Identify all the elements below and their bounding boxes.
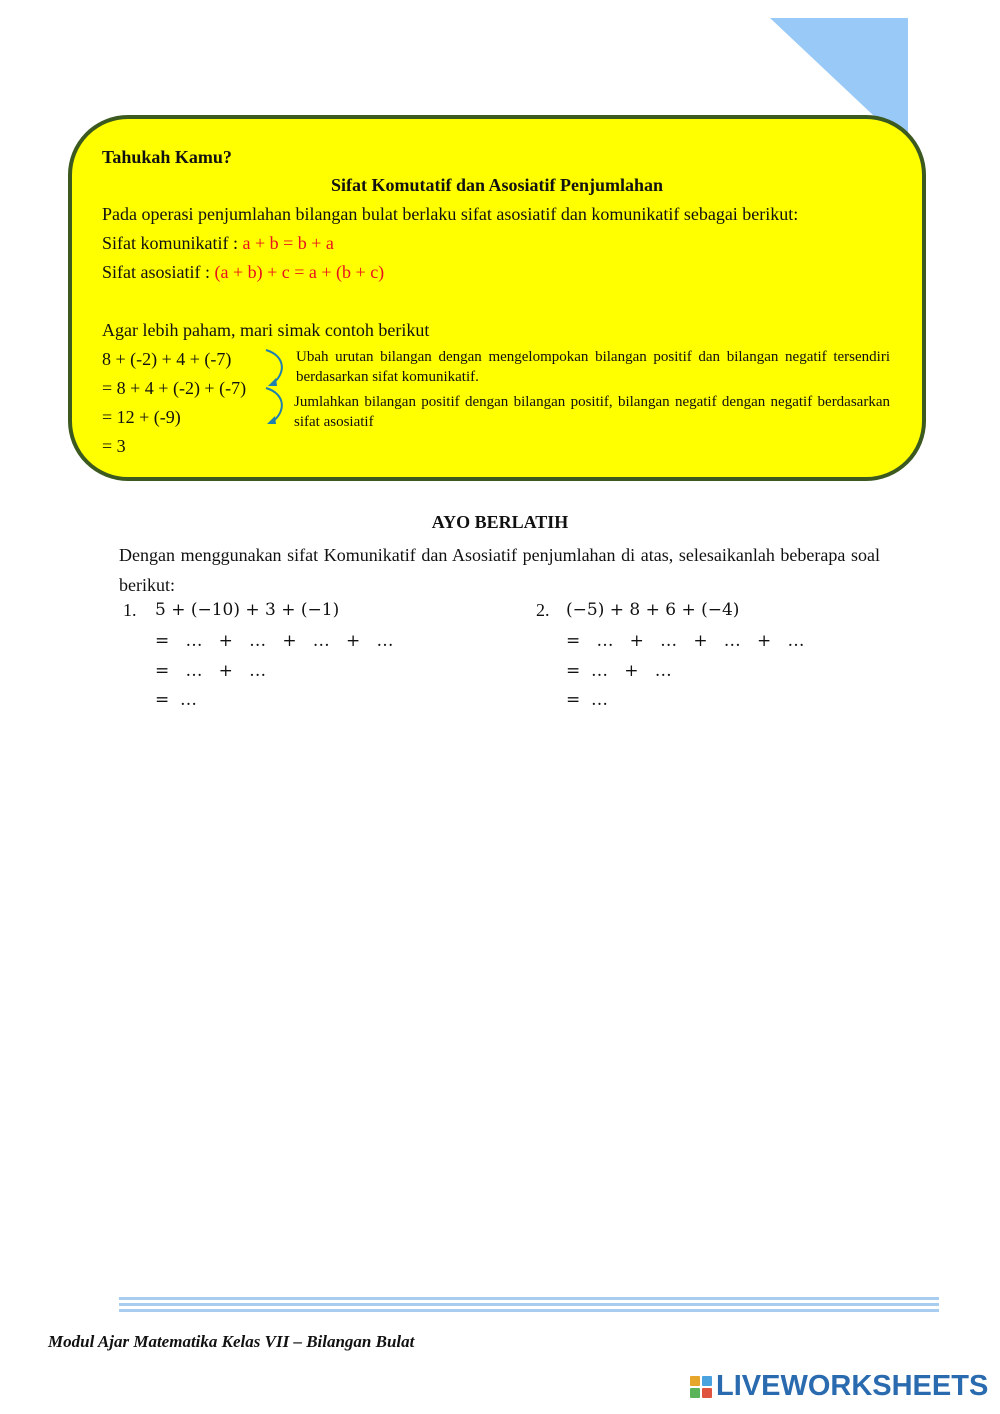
answer-line[interactable]: = … + … bbox=[155, 661, 267, 681]
answer-line[interactable]: = … + … + … + … bbox=[566, 631, 805, 651]
answer-line[interactable]: = … bbox=[566, 690, 609, 710]
asosiatif-line bbox=[102, 261, 384, 283]
problem-number: 2. bbox=[536, 600, 550, 620]
answer-line[interactable]: = … + … bbox=[566, 661, 672, 681]
problem-number: 1. bbox=[123, 600, 137, 620]
example-step: 8 + (-2) + 4 + (-7) bbox=[102, 349, 232, 369]
example-step: = 3 bbox=[102, 436, 126, 456]
footer-rule bbox=[119, 1309, 939, 1312]
liveworksheets-logo-icon bbox=[690, 1376, 712, 1398]
example-step: = 8 + 4 + (-2) + (-7) bbox=[102, 378, 247, 398]
komunikatif-line bbox=[102, 232, 334, 254]
answer-line[interactable]: = … + … + … + … bbox=[155, 631, 394, 651]
liveworksheets-brand[interactable] bbox=[690, 1370, 988, 1403]
komunikatif-label: Sifat komunikatif : bbox=[102, 233, 243, 253]
asosiatif-formula: (a + b) + c = a + (b + c) bbox=[214, 262, 385, 282]
problem-expression: 5 + (−10) + 3 + (−1) bbox=[155, 600, 340, 620]
info-heading: Tahukah Kamu? bbox=[102, 147, 232, 167]
example-intro: Agar lebih paham, mari simak contoh berikut bbox=[102, 320, 430, 340]
info-title: Sifat Komutatif dan Asosiatif Penjumlahan bbox=[330, 175, 664, 195]
practice-title: AYO BERLATIH bbox=[431, 512, 569, 532]
komunikatif-formula: a + b = b + a bbox=[242, 233, 334, 253]
note-asosiatif: Jumlahkan bilangan positif dengan bilangan positif, bilangan negatif dengan negatif berdasarkan sifat asosiatif bbox=[294, 394, 890, 430]
example-step: = 12 + (-9) bbox=[102, 407, 181, 427]
note-komunikatif: Ubah urutan bilangan dengan mengelompokan bilangan positif dan bilangan negatif tersendiri berdasarkan sifat komunikatif. bbox=[296, 349, 890, 385]
practice-instruction: Dengan menggunakan sifat Komunikatif dan Asosiatif penjumlahan di atas, selesaikanlah beberapa soal berikut: bbox=[119, 545, 880, 595]
answer-line[interactable]: = … bbox=[155, 690, 198, 710]
asosiatif-label: Sifat asosiatif : bbox=[102, 262, 215, 282]
footer-rule bbox=[119, 1303, 939, 1306]
module-title: Modul Ajar Matematika Kelas VII – Bilangan Bulat bbox=[48, 1332, 415, 1351]
curved-arrows-icon bbox=[258, 348, 298, 430]
brand-name: LIVEWORKSHEETS bbox=[716, 1370, 989, 1402]
info-intro: Pada operasi penjumlahan bilangan bulat berlaku sifat asosiatif dan komunikatif sebagai berikut: bbox=[102, 204, 799, 224]
problem-expression: (−5) + 8 + 6 + (−4) bbox=[566, 600, 740, 620]
footer-rule bbox=[119, 1297, 939, 1300]
